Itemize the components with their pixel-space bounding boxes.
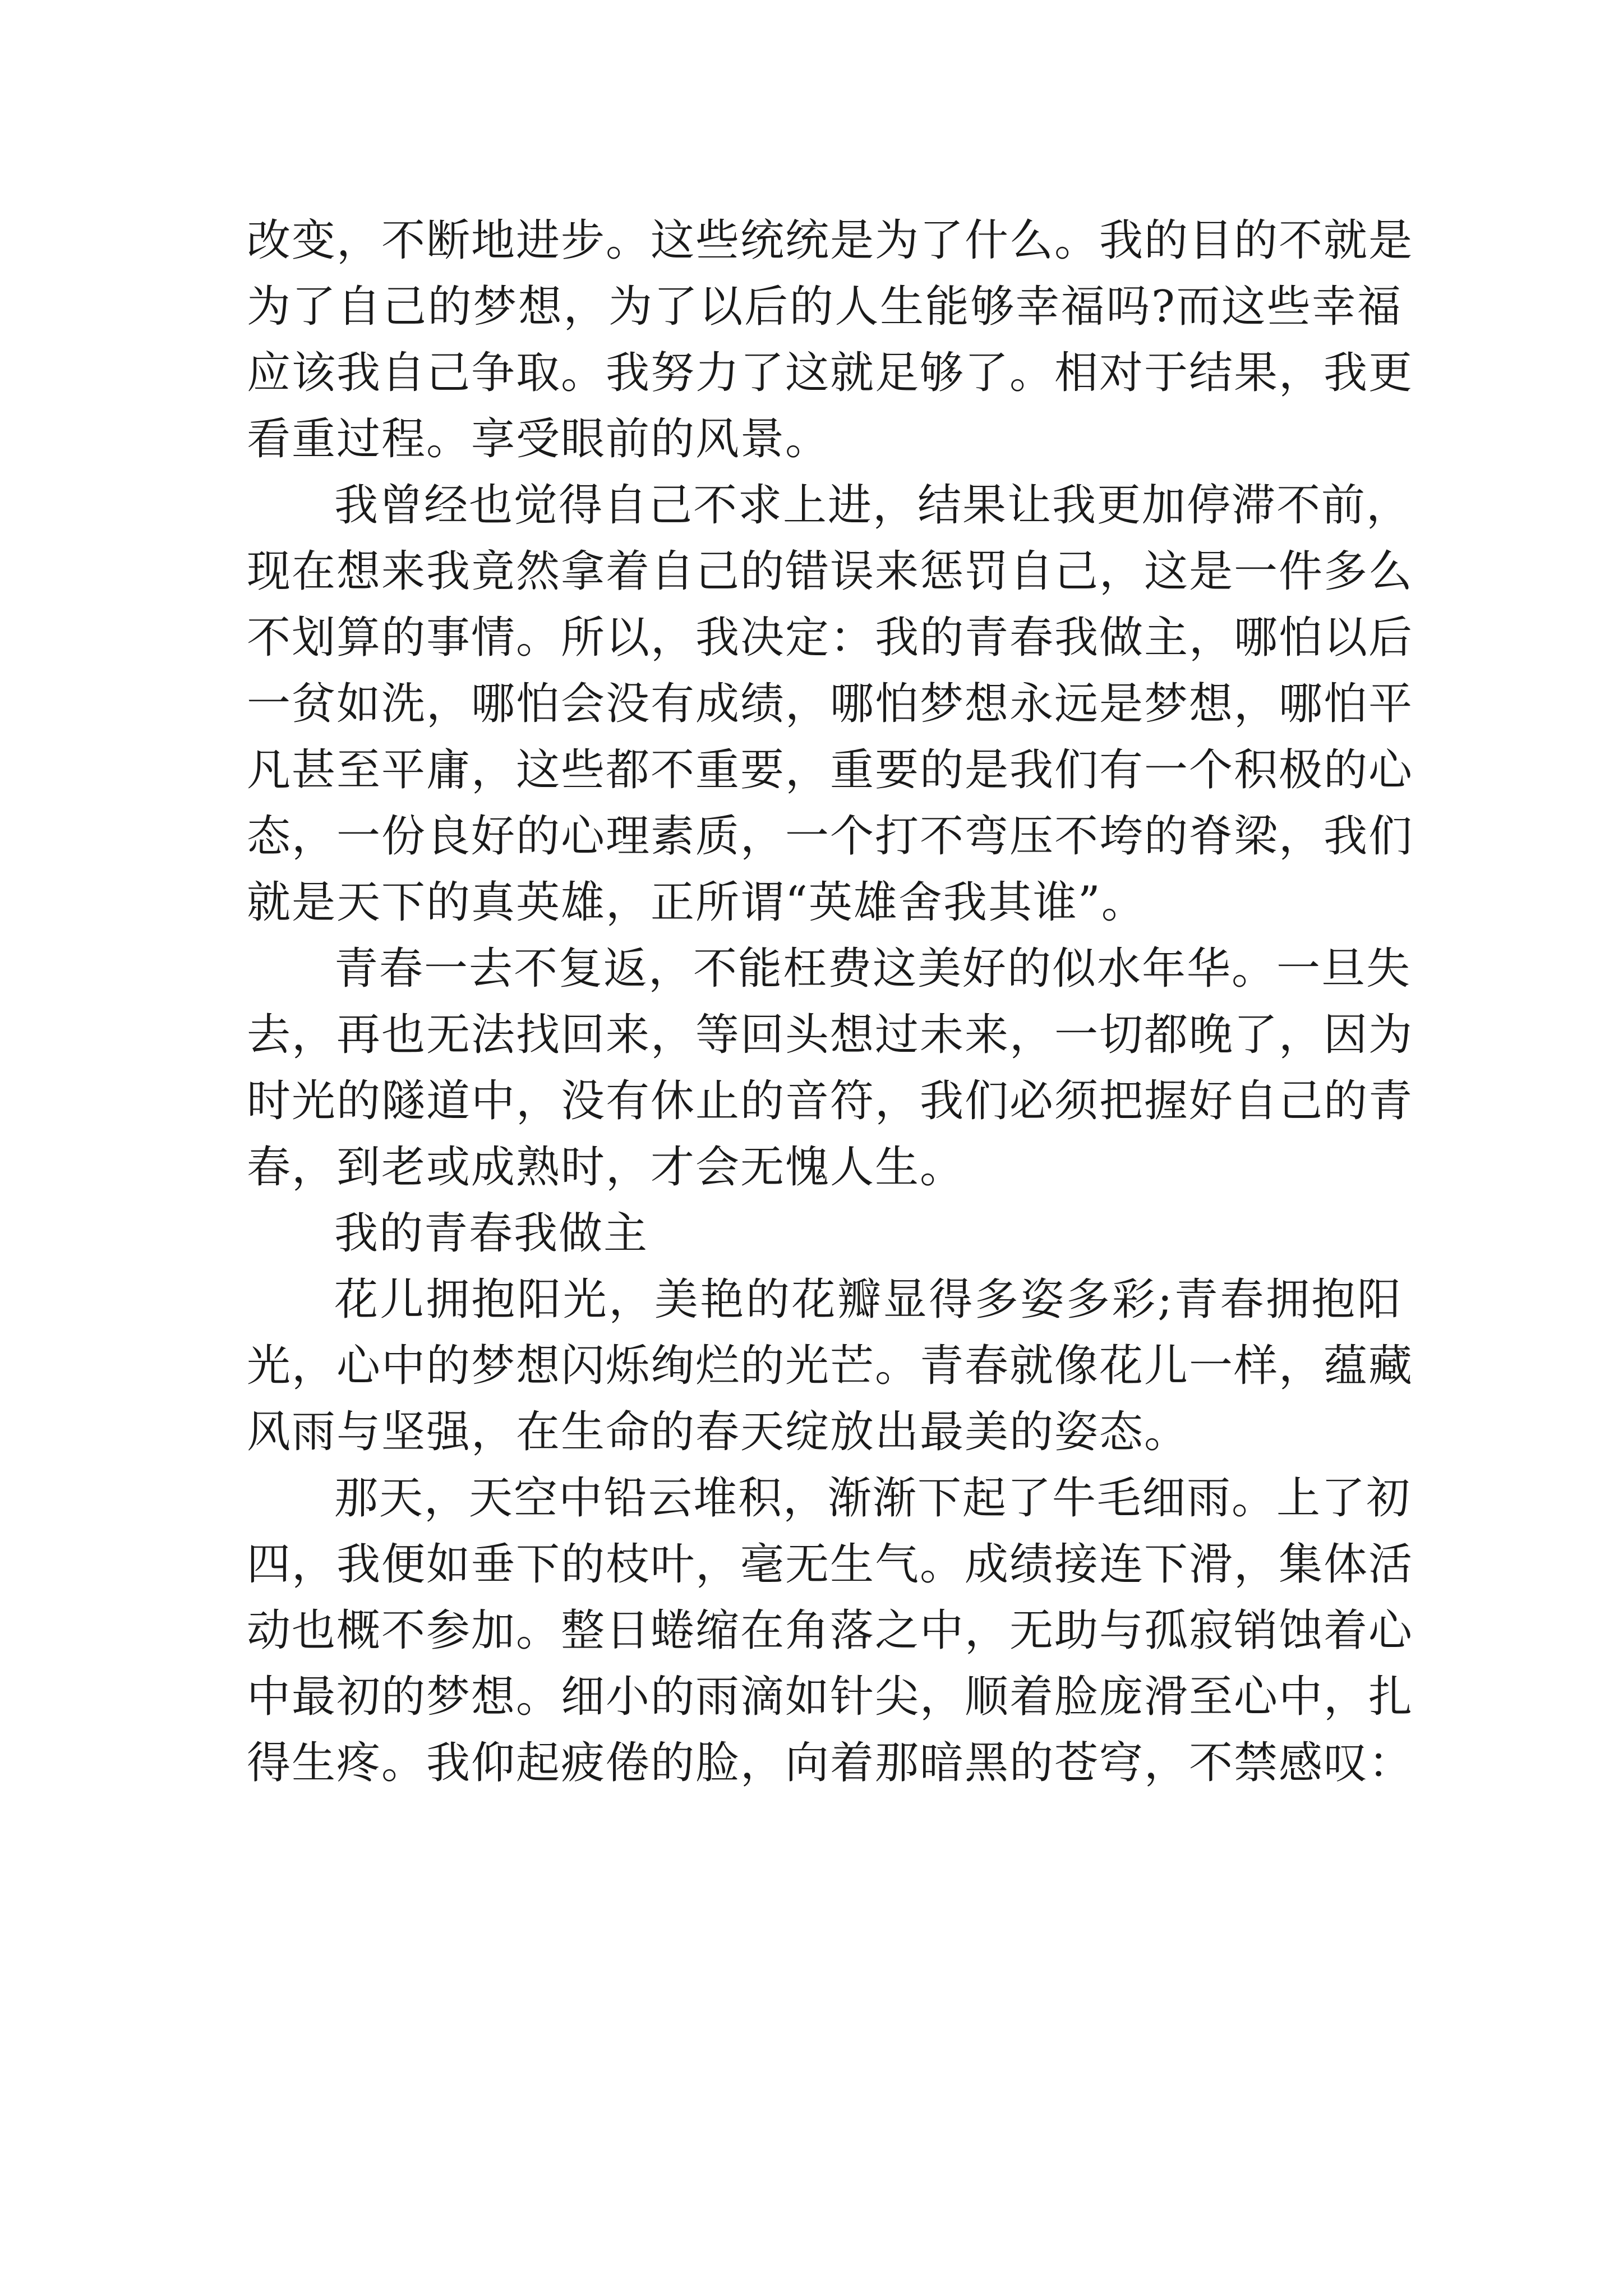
text-line-20: 那天，天空中铅云堆积，渐渐下起了牛毛细雨。上了初 — [334, 1473, 1412, 1524]
text-line-11: 就是天下的真英雄，正所谓“英雄舍我其谁”。 — [247, 877, 1146, 928]
text-line-19: 风雨与坚强，在生命的春天绽放出最美的姿态。 — [247, 1407, 1189, 1457]
text-line-24: 得生疼。我仰起疲倦的脸，向着那暗黑的苍穹，不禁感叹： — [247, 1738, 1414, 1788]
text-line-6: 现在想来我竟然拿着自己的错误来惩罚自己，这是一件多么 — [247, 546, 1414, 597]
text-line-18: 光，心中的梦想闪烁绚烂的光芒。青春就像花儿一样，蕴藏 — [247, 1341, 1414, 1391]
text-line-5: 我曾经也觉得自己不求上进，结果让我更加停滞不前， — [334, 480, 1412, 531]
text-line-8: 一贫如洗，哪怕会没有成绩，哪怕梦想永远是梦想，哪怕平 — [247, 679, 1414, 729]
text-line-7: 不划算的事情。所以，我决定：我的青春我做主，哪怕以后 — [247, 613, 1414, 663]
section-heading: 我的青春我做主 — [334, 1208, 649, 1259]
text-line-13: 去，再也无法找回来，等回头想过未来，一切都晚了，因为 — [247, 1010, 1414, 1060]
text-line-1: 改变，不断地进步。这些统统是为了什么。我的目的不就是 — [247, 215, 1414, 266]
text-line-12: 青春一去不复返，不能枉费这美好的似水年华。一旦失 — [334, 944, 1412, 994]
text-line-14: 时光的隧道中，没有休止的音符，我们必须把握好自己的青 — [247, 1076, 1414, 1126]
text-line-2: 为了自己的梦想，为了以后的人生能够幸福吗?而这些幸福 — [247, 282, 1402, 332]
text-line-23: 中最初的梦想。细小的雨滴如针尖，顺着脸庞滑至心中，扎 — [247, 1672, 1414, 1722]
text-line-15: 春，到老或成熟时，才会无愧人生。 — [247, 1142, 965, 1193]
text-line-3: 应该我自己争取。我努力了这就足够了。相对于结果，我更 — [247, 348, 1414, 398]
text-line-22: 动也概不参加。整日蜷缩在角落之中，无助与孤寂销蚀着心 — [247, 1605, 1414, 1656]
text-line-10: 态，一份良好的心理素质，一个打不弯压不垮的脊梁，我们 — [247, 811, 1414, 862]
body-text — [247, 208, 1414, 1796]
text-line-9: 凡甚至平庸，这些都不重要，重要的是我们有一个积极的心 — [247, 745, 1414, 795]
text-line-17: 花儿拥抱阳光，美艳的花瓣显得多姿多彩;青春拥抱阳 — [334, 1274, 1402, 1325]
text-line-21: 四，我便如垂下的枝叶，毫无生气。成绩接连下滑，集体活 — [247, 1539, 1414, 1590]
text-line-4: 看重过程。享受眼前的风景。 — [247, 414, 831, 464]
